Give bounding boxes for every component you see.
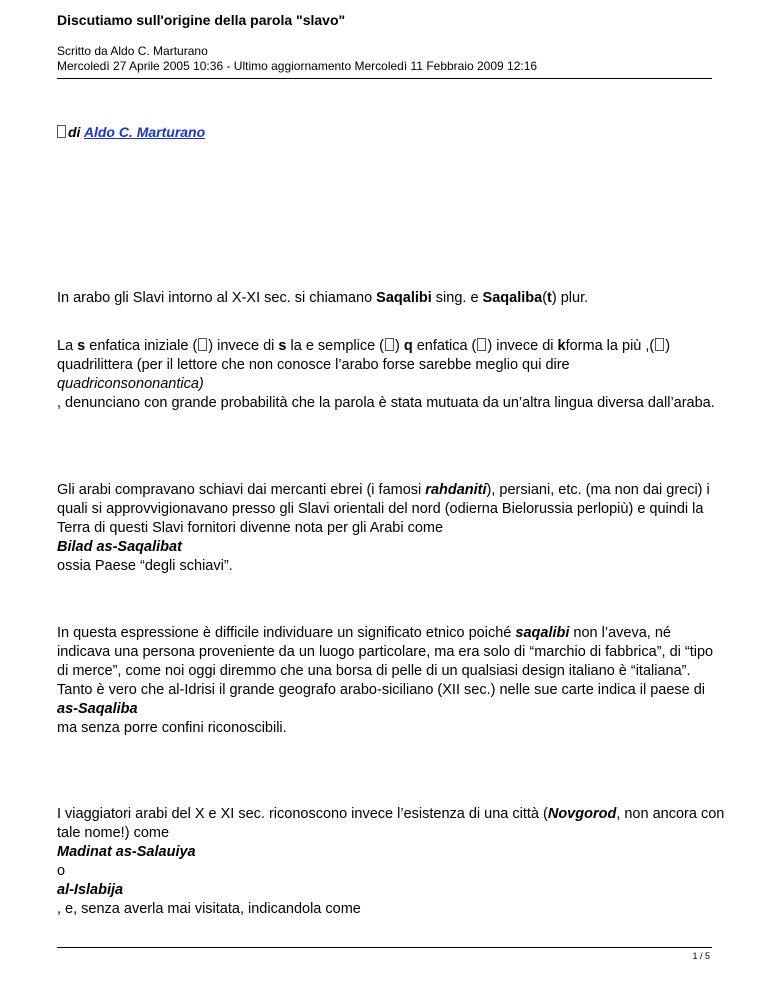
letter-k: k — [557, 338, 566, 354]
paragraph-1 — [57, 289, 727, 308]
term-as-saqaliba: as-Saqaliba — [57, 701, 138, 717]
text: La — [57, 338, 78, 354]
term-bilad-as-saqalibat: Bilad as-Saqalibat — [57, 539, 182, 555]
date-line: Mercoledì 27 Aprile 2005 10:36 - Ultimo aggiornamento Mercoledì 11 Febbraio 2009 12:16 — [57, 59, 538, 73]
paragraph-2 — [57, 337, 727, 413]
text: enfatica iniziale ( — [85, 338, 198, 354]
paragraph-3 — [57, 481, 727, 576]
term-novgorod: Novgorod — [547, 806, 617, 822]
paragraph-5 — [57, 805, 727, 919]
paragraph-4 — [57, 624, 727, 738]
text: non l’aveva, né indicava una persona proveniente da un luogo particolare, ma era solo di “marchio di fabbrica”, di “tipo di merce”, come noi oggi diremmo che una borsa di pelle di un qualsiasi design italiano è “italiana”. Tanto è vero che al-Idrisi il grande geografo arabo-siciliano (XII sec.) nelle sue carte indica il paese di — [57, 625, 714, 698]
term-rahdaniti: rahdaniti — [425, 482, 487, 498]
term-al-islabija: al-Islabija — [57, 882, 124, 898]
letter-q: q — [403, 338, 413, 354]
text: Gli arabi compravano schiavi dai mercanti ebrei (i famosi — [57, 482, 426, 498]
text: enfatica ( — [412, 338, 477, 354]
term-saqalibi: saqalibi — [515, 625, 570, 641]
text: sing. e — [431, 290, 483, 306]
arabic-glyph-icon — [477, 338, 486, 351]
text: ), persiani, etc. (ma non dai greci) i quali si approvvigionavano presso gli Slavi orientali del nord (odierna Bielorussia perlopiù) e quindi la Terra di questi Slavi fornitori divenne nota per gli Arabi come — [57, 482, 710, 536]
arabic-glyph-icon — [655, 338, 664, 351]
missing-glyph-icon — [57, 125, 66, 138]
arabic-glyph-icon — [385, 338, 394, 351]
header-divider — [57, 78, 712, 79]
author-link[interactable]: Aldo C. Marturano — [83, 124, 206, 140]
text: ) plur. — [551, 290, 589, 306]
text: , e, senza averla mai visitata, indicandola come — [57, 901, 361, 917]
text: , denunciano con grande probabilità che la parola è stata mutuata da un’altra lingua diversa dall’araba. — [57, 395, 715, 411]
text: ( — [542, 290, 548, 306]
arabic-glyph-icon — [198, 338, 207, 351]
letter-s: s — [278, 338, 287, 354]
byline-prefix: di — [68, 124, 81, 140]
author-line: Scritto da Aldo C. Marturano — [57, 44, 208, 58]
text: ) invece di — [487, 338, 558, 354]
text: In questa espressione è difficile individuare un significato etnico poiché — [57, 625, 516, 641]
article-meta — [57, 44, 537, 74]
text: ossia Paese “degli schiavi”. — [57, 558, 233, 574]
term-madinat-as-salauiya: Madinat as-Salauiya — [57, 844, 196, 860]
text: In arabo gli Slavi intorno al X-XI sec. si chiamano — [57, 290, 377, 306]
text: forma la più ,( — [565, 338, 655, 354]
term-saqaliba: Saqaliba — [482, 290, 543, 306]
text: la e semplice ( — [286, 338, 384, 354]
page-title: Discutiamo sull'origine della parola "slavo" — [57, 12, 346, 28]
text: ) quadrilittera (per il lettore che non conosce l’arabo forse sarebbe meglio qui dire — [57, 338, 671, 373]
page-number: 1 / 5 — [692, 951, 710, 961]
term-saqalibi: Saqalibi — [376, 290, 432, 306]
text: ma senza porre confini riconoscibili. — [57, 720, 287, 736]
term-t: t — [547, 290, 552, 306]
text: I viaggiatori arabi del X e XI sec. riconoscono invece l’esistenza di una città ( — [57, 806, 548, 822]
text: ) invece di — [208, 338, 279, 354]
text: ) — [395, 338, 404, 354]
byline — [57, 124, 205, 140]
letter-s: s — [77, 338, 86, 354]
text: , non ancora con tale nome!) come — [57, 806, 725, 841]
text: o — [57, 863, 66, 879]
footer-divider — [57, 947, 712, 948]
italic-term: quadriconsononantica) — [57, 376, 204, 392]
